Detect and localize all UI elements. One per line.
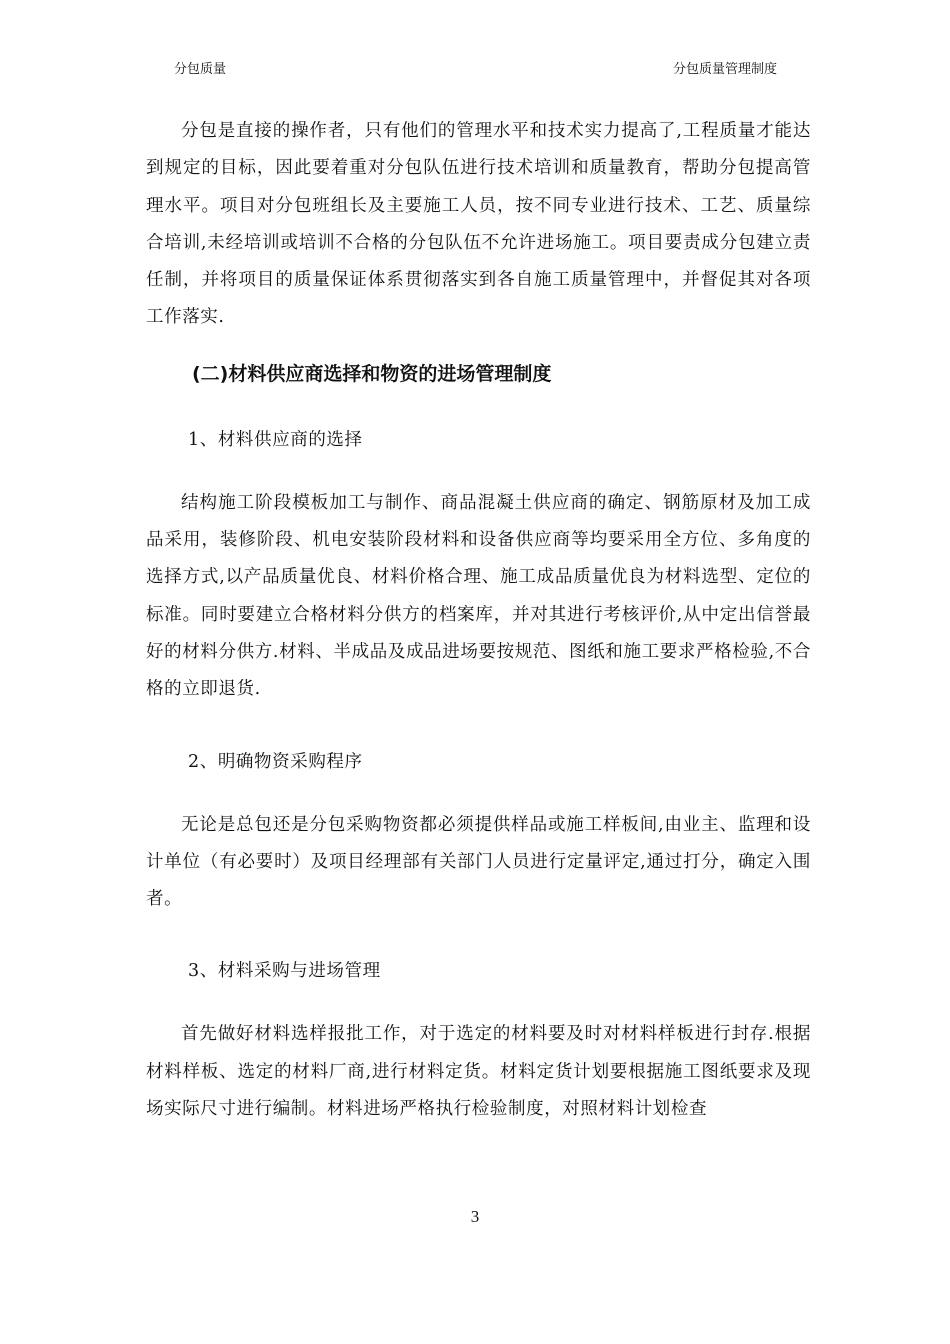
section-heading: (二)材料供应商选择和物资的进场管理制度 [192,362,552,385]
subheading-2: 2、明确物资采购程序 [188,751,363,772]
page-number: 3 [470,1207,480,1226]
header-right-text: 分包质量管理制度 [672,62,777,77]
page-header [0,58,950,78]
subheading-1: 1、材料供应商的选择 [188,429,363,450]
paragraph-1: 结构施工阶段模板加工与制作、商品混凝土供应商的确定、钢筋原材及加工成品采用，装修阶段、机电安装阶段材料和设备供应商等均要采用全方位、多角度的选择方式,以产品质量优良、材料价格合理、施工成品质量优良为材料选型、定位的标准。同时要建立合格材料分供方的档案库，并对其进行考核评价,从中定出信誉最好的材料分供方.材料、半成品及成品进场要按规范、图纸和施工要求严格检验,不合格的立即退货. [146,492,811,700]
subheading-3: 3、材料采购与进场管理 [188,961,381,982]
page-body [146,113,811,1128]
paragraph-2: 无论是总包还是分包采购物资都必须提供样品或施工样板间,由业主、监理和设计单位（有必要时）及项目经理部有关部门人员进行定量评定,通过打分，确定入围者。 [146,814,811,910]
header-left-text: 分包质量 [174,62,227,77]
paragraph-3: 首先做好材料选样报批工作，对于选定的材料要及时对材料样板进行封存.根据材料样板、选定的材料厂商,进行材料定货。材料定货计划要根据施工图纸要求及现场实际尺寸进行编制。材料进场严格执行检验制度，对照材料计划检查 [146,1024,811,1120]
intro-paragraph: 分包是直接的操作者，只有他们的管理水平和技术实力提高了,工程质量才能达到规定的目标，因此要着重对分包队伍进行技术培训和质量教育，帮助分包提高管理水平。项目对分包班组长及主要施工人员，按不同专业进行技术、工艺、质量综合培训,未经培训或培训不合格的分包队伍不允许进场施工。项目要责成分包建立责任制，并将项目的质量保证体系贯彻落实到各自施工质量管理中，并督促其对各项工作落实. [146,121,811,328]
